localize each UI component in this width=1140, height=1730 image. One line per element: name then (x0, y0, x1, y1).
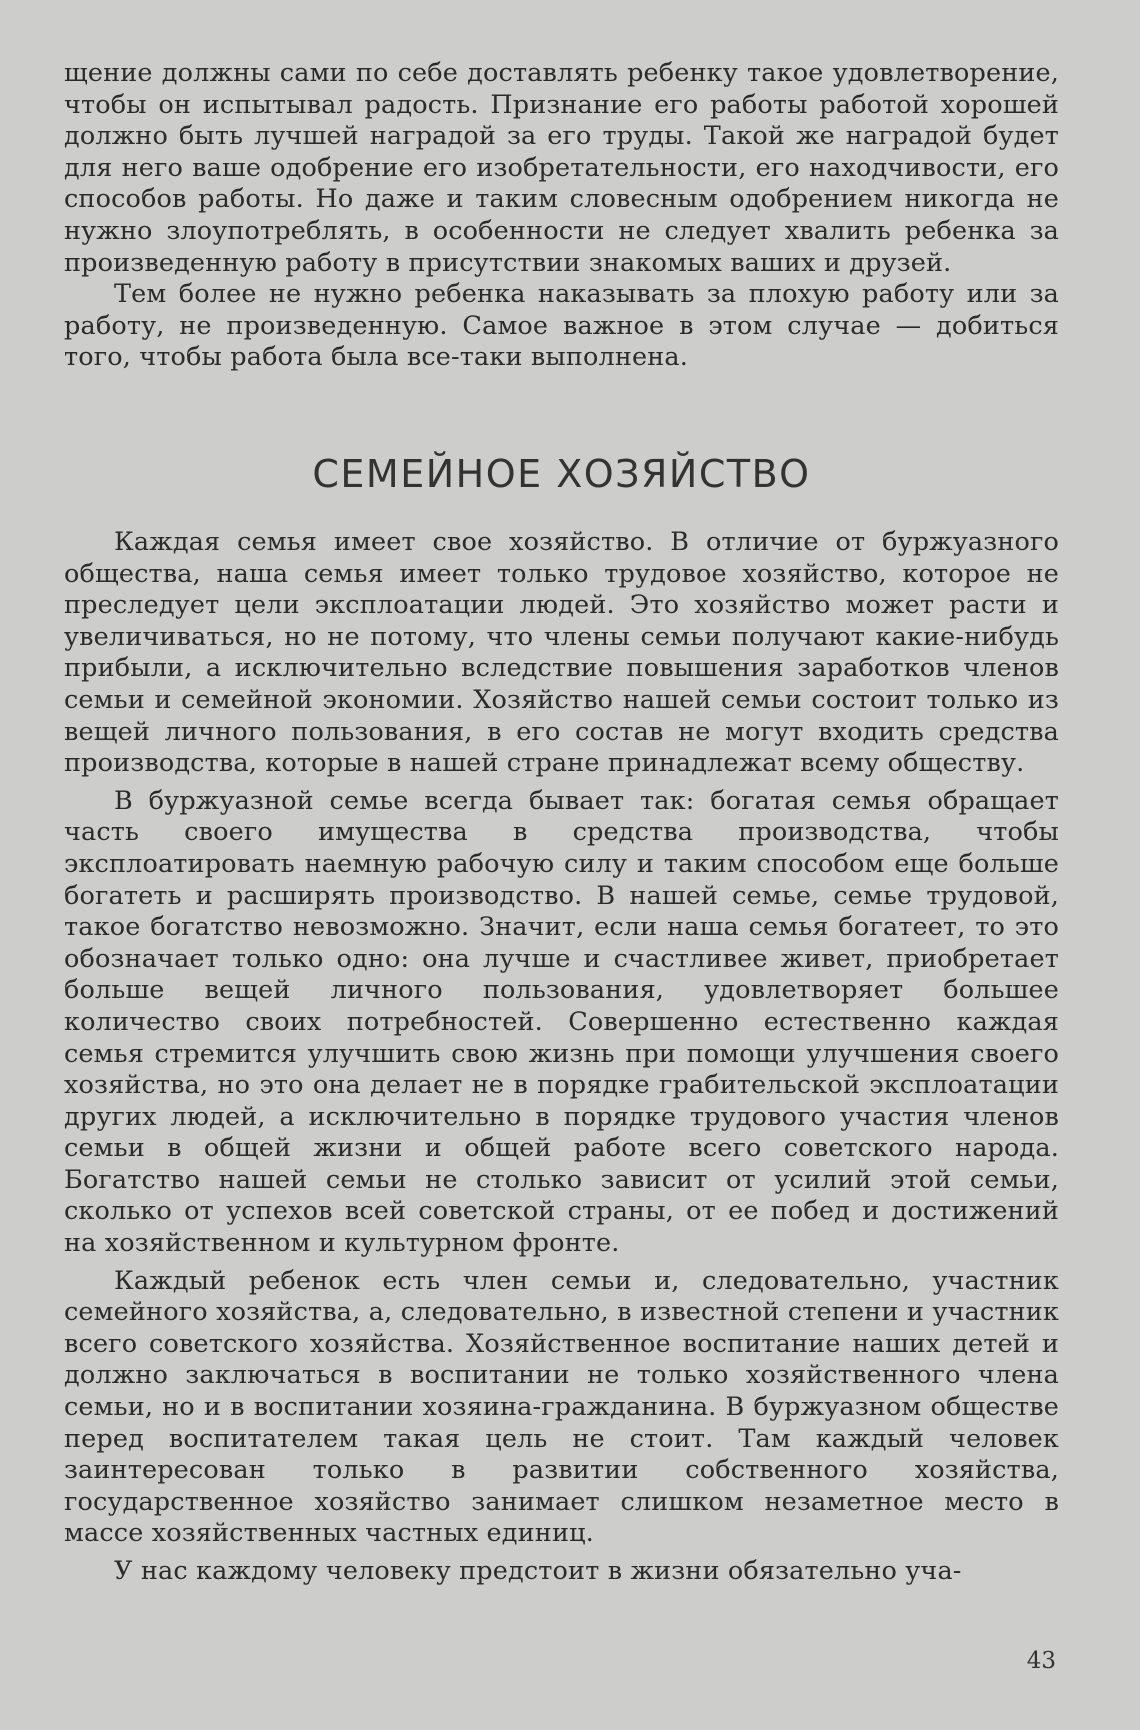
paragraph: Тем более не нужно ребенка наказывать за плохую работу или за работу, не произведенную. Самое важное в этом случае — добиться того, чтобы работа была все-таки выполнена. (64, 279, 1059, 373)
paragraph: Каждый ребенок есть член семьи и, следовательно, участник семейного хозяйства, а, следовательно, в известной степени и участник всего советского хозяйства. Хозяйственное воспитание наших детей и должно заключаться в воспитании не только хозяйственного члена семьи, но и в воспитании хозяина-гражданина. В буржуазном обществе перед воспитателем такая цель не стоит. Там каждый человек заинтересован только в развитии собственного хозяйства, государственное хозяйство занимает слишком незаметное место в массе хозяйственных частных единиц. (64, 1265, 1059, 1549)
paragraph: Каждая семья имеет свое хозяйство. В отличие от буржуазного общества, наша семья имеет только трудовое хозяйство, которое не преследует цели эксплоатации людей. Это хозяйство может расти и увеличиваться, но не потому, что члены семьи получают какие-нибудь прибыли, а исключительно вследствие повышения заработков членов семьи и семейной экономии. Хозяйство нашей семьи состоит только из вещей личного пользования, в его состав не могут входить средства производства, которые в нашей стране принадлежат всему обществу. (64, 527, 1059, 779)
paragraph: У нас каждому человеку предстоит в жизни обязательно уча- (114, 1556, 962, 1586)
page-number: 43 (1026, 1648, 1056, 1674)
section-title: СЕМЕЙНОЕ ХОЗЯЙСТВО (312, 452, 811, 496)
paragraph: В буржуазной семье всегда бывает так: богатая семья обращает часть своего имущества в средства производства, чтобы эксплоатировать наемную рабочую силу и таким способом еще больше богатеть и расширять производство. В нашей семье, семье трудовой, такое богатство невозможно. Значит, если наша семья богатеет, то это обозначает только одно: она лучше и счастливее живет, приобретает больше вещей личного пользования, удовлетворяет большее количество своих потребностей. Совершенно естественно каждая семья стремится улучшить свою жизнь при помощи улучшения своего хозяйства, но это она делает не в порядке грабительской эксплоатации других людей, а исключительно в порядке трудового участия членов семьи в общей жизни и общей работе всего советского народа. Богатство нашей семьи не столько зависит от усилий этой семьи, сколько от успехов всей советской страны, от ее побед и достижений на хозяйственном и культурном фронте. (64, 785, 1059, 1259)
continuation-text-block (64, 58, 1059, 374)
paragraph: щение должны сами по себе доставлять ребенку такое удовлетворение, чтобы он испытывал радость. Признание его работы работой хорошей должно быть лучшей наградой за его труды. Такой же наградой будет для него ваше одобрение его изобретательности, его находчивости, его способов работы. Но даже и таким словесным одобрением никогда не нужно злоупотреблять, в особенности не следует хвалить ребенка за произведенную работу в присутствии знакомых ваших и друзей. (64, 58, 1059, 278)
section-text-block (64, 527, 1059, 1588)
